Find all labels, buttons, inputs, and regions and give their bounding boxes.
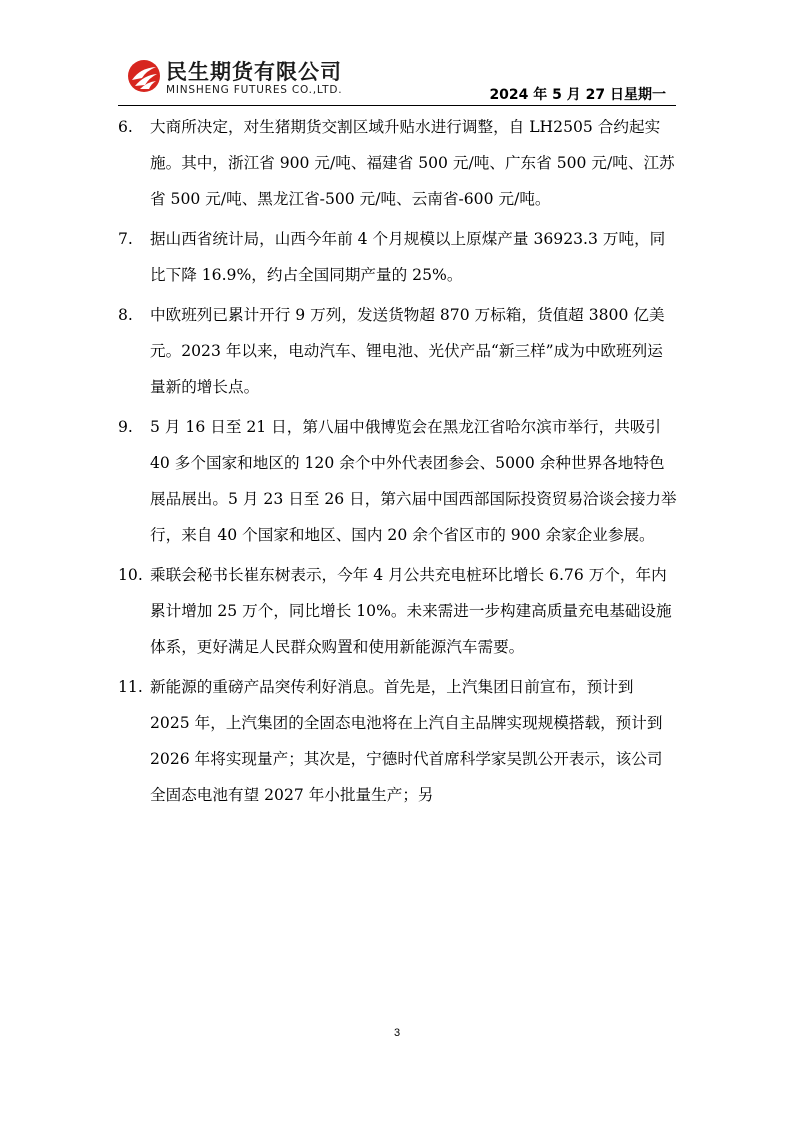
page-number: 3 [393, 1027, 401, 1039]
item-text: 据山西省统计局，山西今年前 4 个月规模以上原煤产量 36923.3 万吨，同比下降 16.9%，约占全国同期产量的 25%。 [150, 230, 666, 284]
item-text: 中欧班列已累计开行 9 万列，发送货物超 870 万标箱，货值超 3800 亿美元。2023 年以来，电动汽车、锂电池、光伏产品“新三样”成为中欧班列运量新的增长点。 [150, 306, 665, 396]
item-number: 7. [118, 230, 133, 248]
news-item [118, 669, 678, 813]
news-item [118, 409, 678, 553]
item-number: 9. [118, 418, 133, 436]
news-item [118, 297, 678, 405]
item-number: 8. [118, 306, 133, 324]
item-number: 6. [118, 118, 133, 136]
news-item [118, 221, 678, 293]
company-name-en: MINSHENG FUTURES CO.,LTD. [166, 84, 343, 96]
item-text: 5 月 16 日至 21 日，第八届中俄博览会在黑龙江省哈尔滨市举行，共吸引 40 多个国家和地区的 120 余个中外代表团参会、5000 余种世界各地特色展品展出。5 月 23 日至 26 日，第六届中国西部国际投资贸易洽谈会接力举行，来自 40 个国家和地区、国内 20 余个省区市的 900 余家企业参展。 [150, 418, 677, 544]
news-item [118, 557, 678, 665]
company-name-cn: 民生期货有限公司 [166, 60, 342, 84]
page-header [0, 0, 794, 106]
report-date: 2024 年 5 月 27 日星期一 [489, 87, 666, 103]
item-text: 乘联会秘书长崔东树表示，今年 4 月公共充电桩环比增长 6.76 万个，年内累计增加 25 万个，同比增长 10%。未来需进一步构建高质量充电基础设施体系，更好满足人民群众购置和使用新能源汽车需要。 [150, 566, 672, 656]
item-text: 新能源的重磅产品突传利好消息。首先是，上汽集团日前宣布，预计到 2025 年，上汽集团的全固态电池将在上汽自主品牌实现规模搭载，预计到 2026 年将实现量产；其次是，宁德时代首席科学家吴凯公开表示，该公司全固态电池有望 2027 年小批量生产；另 [150, 678, 663, 804]
header-divider [118, 105, 676, 106]
news-list [118, 109, 678, 817]
minsheng-logo-icon [126, 58, 162, 94]
item-text: 大商所决定，对生猪期货交割区域升贴水进行调整，自 LH2505 合约起实施。其中，浙江省 900 元/吨、福建省 500 元/吨、广东省 500 元/吨、江苏省 500 元/吨、黑龙江省-500 元/吨、云南省-600 元/吨。 [150, 118, 675, 208]
news-item [118, 109, 678, 217]
item-number: 11. [118, 678, 143, 696]
item-number: 10. [118, 566, 143, 584]
